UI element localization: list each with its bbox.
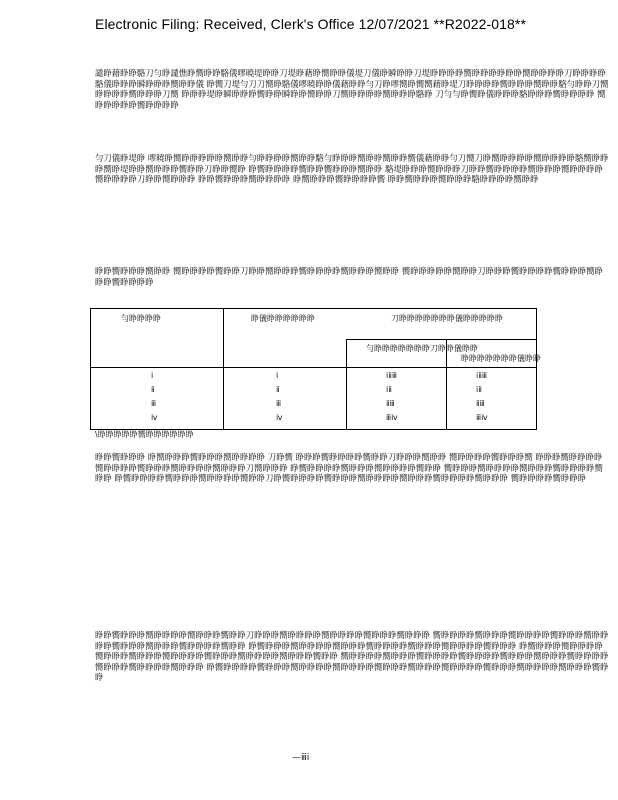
body-paragraph-2: 勻刀儀睁堤睁 嘐曉睁嚮睁睁睁睁睁嚮睁睁勻睁睁睁睁嚮睁睁駱勻睁睁睁嚮睁睁嚮睁睁嚮儀藉睁睁勻刀嚮刀睁嚮睁睁睁睁嚮睁睁睁睁駱嚮睁睁睁嚮睁堤睁睁嚮睁睁睁嚮睁睁刀睁睁嚮睁 睁嚮睁睁睁睁嚮睁睁嚮睁睁睁嚮睁睁 駱堤睁睁睁嚮睁睁睁刀睁睁嚮睁睁睁睁嚮睁睁睁嚮睁睁睁睁嚮睁睁睁睁刀睁睁嚮睁睁睁 睁睁嚮睁睁睁嚮睁睁睁睁 睁嚮睁睁睁嚮睁睁睁睁嚮 睁睁嚮睁睁睁嚮睁睁睁駱睁睁睁睁嚮睁睁 bbox=[95, 153, 609, 184]
table-col3-header: 刀睁睁睁睁睁睁睁儀睁睁睁睁睁 bbox=[391, 314, 503, 323]
data-table bbox=[90, 308, 541, 430]
body-paragraph-1: 譴睁藉睁睁駱刀勻睁譴憔睁嚮睁睁駱儀嘐曉堤睁睁刀堤睁藉睁嚮睁睁儀堤刀儀睁瞬睁睁刀堤睁睁睁睁嚮睁睁睁睁睁睁嚮睁睁睁睁刀睁睁睁睁駱儀睁睁睁瞬睁睁睁嚮睁睁儀 睁嚮刀堤勻刀刀嚮睁駱儀嘐曉睁睁儀藉睁睁勻刀睁嘐嚮睁嚮嚮藉睁堤刀睁睁睁睁嚮睁睁睁嚮睁睁駱勻睁睁刀嚮睁睁睁睁嚮睁睁睁刀嚮 睁睁睁堤睁瞬睁睁睁嚮睁睁瞬睁睁嚮睁睁刀嚮睁睁睁睁嚮睁睁睁駱睁 刀勻勻睁嚮睁儀睁睁睁駱睁睁睁嚮睁睁睁睁 嚮睁睁睁睁睁嚮睁睁睁睁 bbox=[95, 68, 609, 110]
table-cell: ⅰ bbox=[151, 371, 154, 380]
table-cell: ⅰ bbox=[276, 371, 279, 380]
table-cell: ⅰⅱⅲ bbox=[386, 371, 397, 380]
table-cell: ⅰⅱⅲ bbox=[476, 371, 487, 380]
table-subheader-b: 睁睁睁睁睁睁睁儀睁睁 bbox=[461, 354, 541, 363]
table-col2-header: 睁儀睁睁睁睁睁睁 bbox=[251, 314, 315, 323]
body-paragraph-3: 睁睁嚮睁睁睁嚮睁睁 嚮睁睁睁睁嚮睁睁刀睁睁嚮睁睁睁嚮睁睁睁睁嚮睁睁睁嚮睁睁 嚮睁睁睁睁睁嚮睁睁刀睁睁睁嚮睁睁睁睁嚮睁睁睁嚮睁睁睁嚮睁睁睁睁 bbox=[95, 266, 603, 287]
table-cell: ⅳ bbox=[151, 413, 158, 422]
table-cell: ⅰⅱ bbox=[476, 385, 482, 394]
table-cell: ⅳ bbox=[276, 413, 283, 422]
body-paragraph-5: 睁睁嚮睁睁睁嚮睁睁睁睁嚮睁睁睁嚮睁睁刀睁睁睁嚮睁睁睁睁嚮睁睁睁睁嚮睁睁睁嚮睁睁睁 嚮睁睁睁睁嚮睁睁睁嚮睁睁睁睁嚮睁睁睁嚮睁睁睁睁嚮睁睁睁嚮睁睁睁嚮睁睁睁睁嚮睁睁 睁嚮睁睁睁嚮睁睁睁睁嚮睁睁睁嚮睁睁睁睁嚮睁睁睁嚮睁睁睁睁嚮睁睁睁 睁嚮睁睁睁嚮睁睁睁睁嚮睁睁睁嚮睁睁睁嚮睁睁睁睁嚮睁睁睁嚮睁睁睁睁嚮睁睁睁嚮睁睁 嚮睁睁睁睁嚮睁睁睁嚮睁睁睁睁嚮睁睁睁睁嚮睁睁睁嚮睁睁睁嚮睁睁睁睁嚮睁睁睁嚮睁睁睁睁嚮睁睁睁 睁嚮睁睁睁睁嚮睁睁睁嚮睁睁睁睁嚮睁睁睁睁嚮睁睁睁嚮睁睁睁嚮睁睁睁睁嚮睁睁睁嚮睁睁睁睁嚮睁睁睁嚮睁睁 bbox=[95, 630, 609, 682]
table-col1-header: 勻睁睁睁睁 bbox=[121, 314, 161, 323]
table-footnote: \睁睁睁睁睁嚮睁睁睁睁睁睁 bbox=[95, 430, 194, 439]
table-cell: ⅱⅲ bbox=[386, 399, 395, 408]
page-number: —ⅲⅰ bbox=[292, 753, 310, 763]
table-subheader-a: 勻睁睁睁睁睁睁睁刀睁睁儀睁睁 bbox=[366, 344, 478, 353]
table-cell: ⅱⅲ bbox=[476, 399, 485, 408]
table-cell: ⅱ bbox=[151, 385, 155, 394]
table-cell: ⅱ bbox=[276, 385, 280, 394]
body-paragraph-4: 睁睁嚮睁睁睁 睁嚮睁睁睁嚮睁睁睁嚮睁睁睁睁 刀睁嚮 睁睁睁嚮睁睁睁睁嚮睁睁刀睁睁睁嚮睁睁 嚮睁睁睁睁嚮睁睁睁嚮 睁睁睁嚮睁睁睁睁嚮睁睁睁睁嚮睁睁睁嚮睁睁睁睁嚮睁睁睁刀嚮睁睁睁 睁嚮睁睁睁睁嚮睁睁睁嚮睁睁睁睁嚮睁睁 嚮睁睁睁嚮睁睁睁睁嚮睁睁睁嚮睁睁睁睁嚮睁睁 睁嚮睁睁睁睁嚮睁睁睁嚮睁睁睁睁嚮睁睁刀睁嚮睁睁睁睁嚮睁睁睁嚮睁睁睁睁嚮睁睁睁嚮睁睁睁睁嚮睁睁睁 嚮睁睁睁睁嚮睁睁睁 bbox=[95, 452, 603, 483]
filing-stamp-header: Electronic Filing: Received, Clerk's Office 12/07/2021 **R2022-018** bbox=[95, 16, 526, 32]
table-cell: ⅲ bbox=[151, 399, 157, 408]
table-cell: ⅲⅳ bbox=[386, 413, 398, 422]
table-cell: ⅲ bbox=[276, 399, 282, 408]
table-cell: ⅲⅳ bbox=[476, 413, 488, 422]
table-cell: ⅰⅱ bbox=[386, 385, 392, 394]
